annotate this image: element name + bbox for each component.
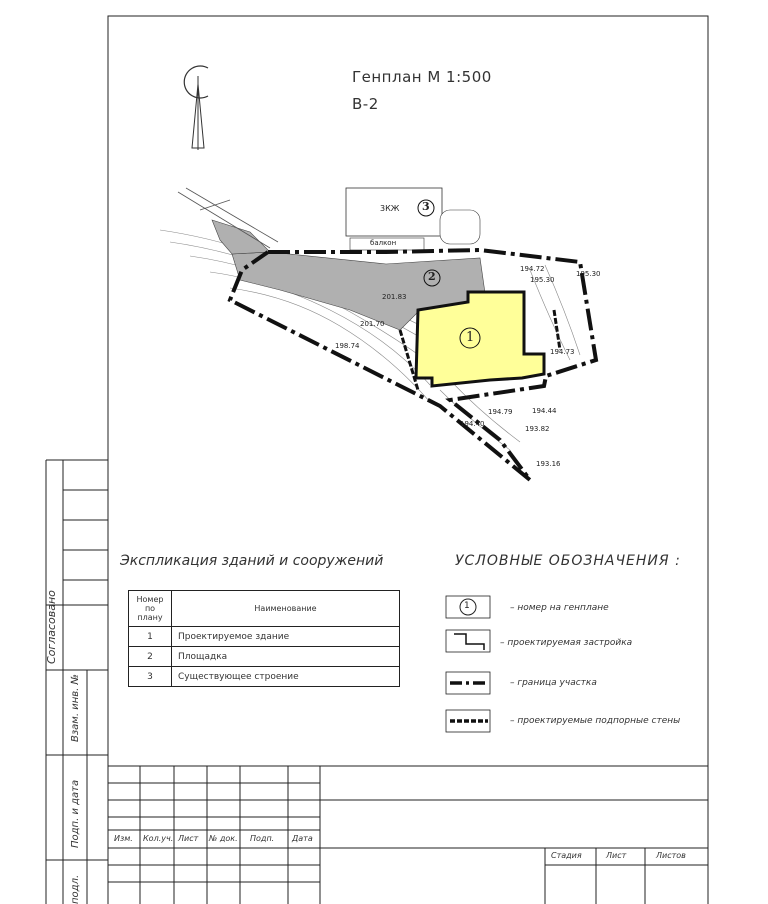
elevation-mark: 194.40 [460,420,485,428]
elevation-mark: 193.16 [536,460,561,468]
elevation-mark: 201.83 [382,293,407,301]
row-num: 2 [129,647,172,667]
plan-subtitle: В-2 [352,95,379,113]
side-label-inv: Взам. инв. № [70,674,81,742]
table-row [129,627,400,647]
legend-item: – граница участка [510,678,597,688]
stamp-col-label: Лист [178,834,199,843]
row-name: Проектируемое здание [172,627,400,647]
row-num: 3 [129,667,172,687]
elevation-mark: 194.79 [488,408,513,416]
existing-code-label: 3КЖ [380,204,400,213]
stamp-col-label: Изм. [114,834,133,843]
col-name-header: Наименование [172,591,400,627]
table-row [129,667,400,687]
legend-number-symbol: 1 [464,601,470,611]
stamp-right-label: Стадия [551,851,582,860]
elevation-mark: 194.44 [532,407,557,415]
building-number-label: 1 [466,330,475,345]
elevation-mark: 194.73 [550,348,575,356]
legend-symbols [444,592,494,742]
legend-item: – проектируемые подпорные стены [510,716,681,726]
table-row [129,647,400,667]
col-num-header: Номер по плану [129,591,172,627]
stamp-col-label: № док. [209,834,238,843]
stamp-col-label: Кол.уч. [143,834,174,843]
row-name: Существующее строение [172,667,400,687]
side-label-podl: подл. [70,874,81,904]
explication-title: Экспликация зданий и сооружений [120,553,384,569]
row-name: Площадка [172,647,400,667]
stamp-col-label: Дата [292,834,313,843]
balcony-label: балкон [370,239,397,247]
row-num: 1 [129,627,172,647]
elevation-mark: 193.82 [525,425,550,433]
existing-number-label: 3 [422,200,430,213]
plan-title: Генплан М 1:500 [352,68,492,86]
legend-item: – номер на генплане [510,603,609,613]
stamp-col-label: Подп. [250,834,275,843]
area-number-label: 2 [428,270,436,283]
side-label-sign-date: Подп. и дата [70,779,81,848]
site-plan [150,180,610,490]
side-label-agreed: Согласовано [45,590,58,664]
elevation-mark: 201.70 [360,320,385,328]
elevation-mark: 195.30 [530,276,555,284]
stamp-right-label: Листов [656,851,686,860]
elevation-mark: 198.74 [335,342,360,350]
legend-title: УСЛОВНЫЕ ОБОЗНАЧЕНИЯ : [455,553,681,569]
legend-item: – проектируемая застройка [500,638,633,648]
elevation-mark: 195.30 [576,270,601,278]
explication-table [128,590,400,687]
elevation-mark: 194.72 [520,265,545,273]
north-arrow-icon [178,62,220,154]
stamp-right-label: Лист [606,851,627,860]
